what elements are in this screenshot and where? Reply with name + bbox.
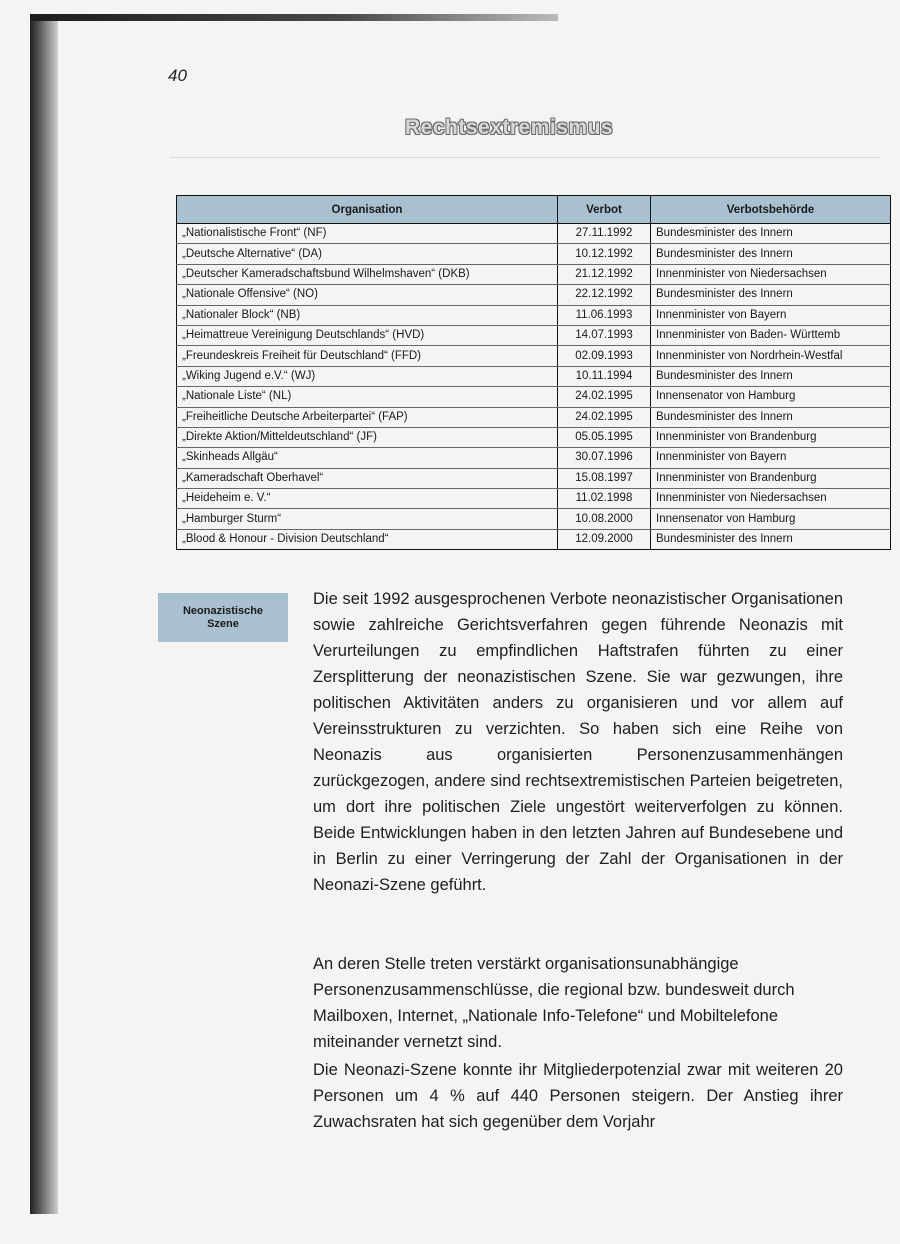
date-cell: 02.09.1993: [558, 346, 651, 366]
paragraph-text: Die Neonazi-Szene konnte ihr Mitgliederpotenzial zwar mit weiteren 20 Personen um 4 % auf 440 Personen steigern. Der Anstieg ihrer Zuwachsraten hat sich gegenüber dem Vorjahr: [313, 1061, 843, 1131]
paragraph-text: Die seit 1992 ausgesprochenen Verbote neonazistischer Organisationen sowie zahlreiche Gerichtsverfahren gegen führende Neonazis mit Verurteilungen zu empfindlichen Haftstrafen führten zu einer Zersplitterung der neonazistischen Szene. Sie war gezwungen, ihre politischen Aktivitäten anders zu organisieren und vor allem auf Vereinsstrukturen zu verzichten. So haben sich eine Reihe von Neonazis aus organisierten Personenzusammenhängen zurückgezogen, andere sind rechtsextremistischen Parteien beigetreten, um dort ihre politischen Ziele ungestört weiterverfolgen zu können. Beide Entwicklungen haben in den letzten Jahren auf Bundesebene und in Berlin zu einer Verringerung der Zahl der Organisationen in der Neonazi-Szene geführt.: [313, 590, 843, 894]
date-cell: 22.12.1992: [558, 285, 651, 305]
date-cell: 11.06.1993: [558, 305, 651, 325]
date-cell: 11.02.1998: [558, 489, 651, 509]
date-cell: 21.12.1992: [558, 264, 651, 284]
organisation-cell: „Freiheitliche Deutsche Arbeiterpartei“ (FAP): [177, 407, 558, 427]
table-row: [177, 305, 891, 325]
table-header-row: [177, 196, 891, 224]
organisation-cell: „Nationale Liste“ (NL): [177, 387, 558, 407]
authority-cell: Bundesminister des Innern: [651, 407, 891, 427]
sidebar-label-line-2: Szene: [207, 617, 239, 630]
date-cell: 24.02.1995: [558, 387, 651, 407]
organisation-cell: „Freundeskreis Freiheit für Deutschland“ (FFD): [177, 346, 558, 366]
column-header-verbotsbehoerde: Verbotsbehörde: [651, 196, 891, 224]
organisation-cell: „Deutscher Kameradschaftsbund Wilhelmshaven“ (DKB): [177, 264, 558, 284]
sidebar-label-line-1: Neonazistische: [182, 604, 264, 617]
paragraph-text: An deren Stelle treten verstärkt organisationsunabhängige Personenzusammenschlüsse, die regional bzw. bundesweit durch Mailboxen, Internet, „Nationale Info-Telefone“ und Mobiltelefone miteinander vernetzt sind.: [313, 955, 795, 1051]
organisation-cell: „Wiking Jugend e.V.“ (WJ): [177, 366, 558, 386]
table-row: [177, 264, 891, 284]
page-top-edge: [30, 14, 558, 21]
paragraph-1: [313, 586, 843, 898]
authority-cell: Bundesminister des Innern: [651, 244, 891, 264]
table-row: [177, 224, 891, 244]
authority-cell: Innensenator von Hamburg: [651, 387, 891, 407]
authority-cell: Innenminister von Bayern: [651, 448, 891, 468]
date-cell: 10.11.1994: [558, 366, 651, 386]
authority-cell: Bundesminister des Innern: [651, 285, 891, 305]
authority-cell: Bundesminister des Innern: [651, 529, 891, 549]
authority-cell: Bundesminister des Innern: [651, 366, 891, 386]
authority-cell: Innenminister von Niedersachsen: [651, 264, 891, 284]
paragraph-2: [313, 951, 843, 1055]
organisation-cell: „Heideheim e. V.“: [177, 489, 558, 509]
authority-cell: Innenminister von Brandenburg: [651, 468, 891, 488]
table-row: [177, 285, 891, 305]
date-cell: 12.09.2000: [558, 529, 651, 549]
authority-cell: Innenminister von Nordrhein-Westfal: [651, 346, 891, 366]
date-cell: 14.07.1993: [558, 325, 651, 345]
book-spine-shadow: [30, 14, 58, 1214]
organisation-cell: „Blood & Honour - Division Deutschland“: [177, 529, 558, 549]
organisation-cell: „Heimattreue Vereinigung Deutschlands“ (HVD): [177, 325, 558, 345]
table-row: [177, 509, 891, 529]
organisation-cell: „Hamburger Sturm“: [177, 509, 558, 529]
table-row: [177, 529, 891, 549]
date-cell: 10.08.2000: [558, 509, 651, 529]
table-row: [177, 387, 891, 407]
page-number: 40: [168, 66, 187, 85]
table-row: [177, 366, 891, 386]
column-header-verbot: Verbot: [558, 196, 651, 224]
table-row: [177, 407, 891, 427]
column-header-organisation: Organisation: [177, 196, 558, 224]
header-divider: [170, 157, 880, 158]
table-row: [177, 489, 891, 509]
authority-cell: Bundesminister des Innern: [651, 224, 891, 244]
date-cell: 10.12.1992: [558, 244, 651, 264]
date-cell: 15.08.1997: [558, 468, 651, 488]
table-row: [177, 325, 891, 345]
chapter-title: Rechtsextremismus: [405, 116, 614, 139]
date-cell: 05.05.1995: [558, 427, 651, 447]
table-row: [177, 244, 891, 264]
authority-cell: Innenminister von Baden- Württemb: [651, 325, 891, 345]
table-row: [177, 427, 891, 447]
authority-cell: Innenminister von Bayern: [651, 305, 891, 325]
table-row: [177, 346, 891, 366]
organisation-cell: „Nationalistische Front“ (NF): [177, 224, 558, 244]
authority-cell: Innenminister von Brandenburg: [651, 427, 891, 447]
organisation-cell: „Direkte Aktion/Mitteldeutschland“ (JF): [177, 427, 558, 447]
organisation-cell: „Nationale Offensive“ (NO): [177, 285, 558, 305]
date-cell: 30.07.1996: [558, 448, 651, 468]
ban-table: [176, 195, 891, 550]
organisation-cell: „Nationaler Block“ (NB): [177, 305, 558, 325]
sidebar-label-box: [158, 593, 288, 642]
date-cell: 24.02.1995: [558, 407, 651, 427]
date-cell: 27.11.1992: [558, 224, 651, 244]
paragraph-3: [313, 1057, 843, 1135]
table-row: [177, 468, 891, 488]
table-row: [177, 448, 891, 468]
organisation-cell: „Deutsche Alternative“ (DA): [177, 244, 558, 264]
authority-cell: Innensenator von Hamburg: [651, 509, 891, 529]
organisation-cell: „Skinheads Allgäu“: [177, 448, 558, 468]
authority-cell: Innenminister von Niedersachsen: [651, 489, 891, 509]
organisation-cell: „Kameradschaft Oberhavel“: [177, 468, 558, 488]
